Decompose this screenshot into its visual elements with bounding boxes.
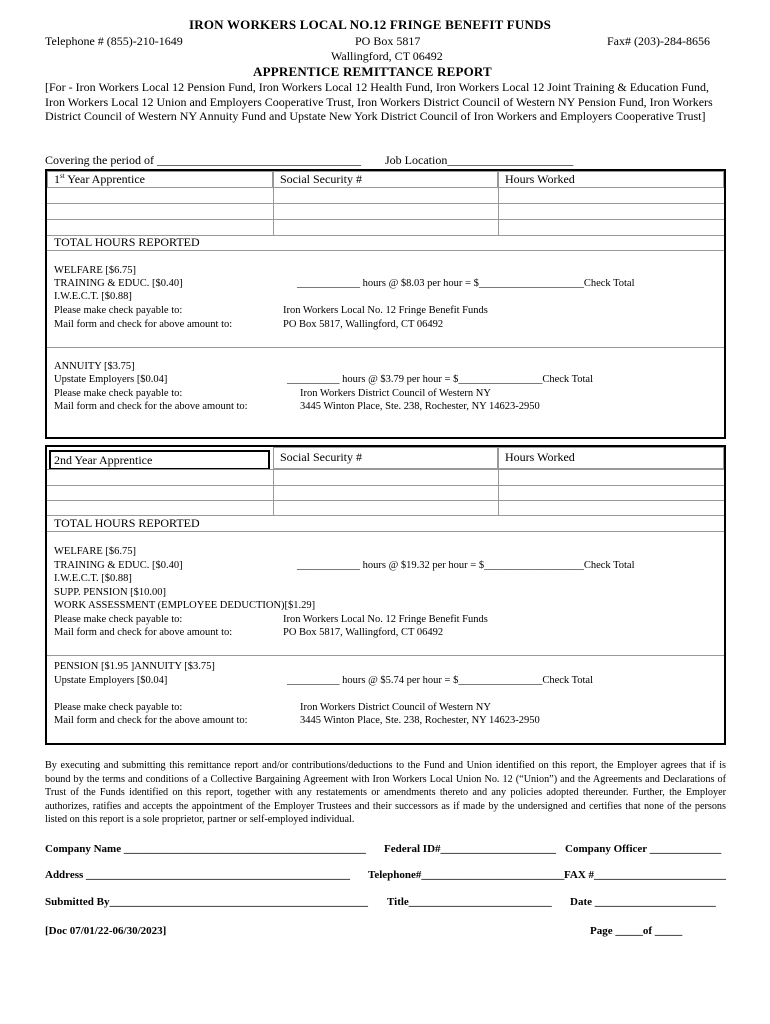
section1-payable-label-2: Please make check payable to:	[54, 388, 183, 399]
section1-annuity: ANNUITY [$3.75]	[54, 361, 135, 372]
section2-iwect: I.W.E.C.T. [$0.88]	[54, 573, 132, 584]
section2-payee-name-2: Iron Workers District Council of Western NY	[300, 702, 491, 713]
section1-total-label: TOTAL HOURS REPORTED	[54, 235, 200, 249]
section1-payable-label: Please make check payable to:	[54, 305, 183, 316]
section2-mail-label: Mail form and check for above amount to:	[54, 627, 233, 638]
section1-row-2[interactable]	[47, 204, 273, 219]
title-field[interactable]: Title__________________________	[387, 896, 552, 908]
telephone-text: Telephone # (855)-210-1649	[45, 34, 183, 48]
job-location-field[interactable]: Job Location_____________________	[385, 153, 574, 167]
section2-total-label: TOTAL HOURS REPORTED	[54, 516, 200, 530]
telephone-field[interactable]: Telephone#__________________________	[368, 869, 565, 881]
section2-ssn-header: Social Security #	[280, 450, 362, 464]
section1-hours-header: Hours Worked	[505, 172, 575, 186]
section1-apprentice-label: 1st Year Apprentice	[54, 172, 145, 186]
section1-welfare: WELFARE [$6.75]	[54, 265, 137, 276]
section2-mail-label-2: Mail form and check for the above amount to:	[54, 715, 248, 726]
city-text: Wallingford, CT 06492	[331, 49, 443, 63]
section2-rate-line[interactable]: ____________ hours @ $19.32 per hour = $___________________Check Total	[297, 560, 635, 571]
section2-upstate: Upstate Employers [$0.04]	[54, 675, 168, 686]
section1-rate-line-2[interactable]: __________ hours @ $3.79 per hour = $________________Check Total	[287, 374, 594, 385]
report-title: APPRENTICE REMITTANCE REPORT	[253, 64, 492, 79]
section1-payee-name: Iron Workers Local No. 12 Fringe Benefit Funds	[283, 305, 488, 316]
doc-reference: [Doc 07/01/22-06/30/2023]	[45, 925, 167, 937]
section2-rate-line-2[interactable]: __________ hours @ $5.74 per hour = $________________Check Total	[287, 675, 594, 686]
fund-title: IRON WORKERS LOCAL NO.12 FRINGE BENEFIT FUNDS	[189, 17, 552, 32]
covering-period-field[interactable]: Covering the period of __________________________________	[45, 153, 361, 167]
address-field[interactable]: Address ________________________________________________	[45, 869, 351, 881]
page-number-field[interactable]: Page _____of _____	[590, 925, 683, 937]
section1-training: TRAINING & EDUC. [$0.40]	[54, 278, 183, 289]
po-box-text: PO Box 5817	[355, 34, 421, 48]
date-field[interactable]: Date ______________________	[570, 896, 716, 908]
section1-payee-name-2: Iron Workers District Council of Western NY	[300, 388, 491, 399]
section2-training: TRAINING & EDUC. [$0.40]	[54, 560, 183, 571]
fax-field[interactable]: FAX #________________________	[564, 869, 727, 881]
section1-payee-address: PO Box 5817, Wallingford, CT 06492	[283, 319, 444, 330]
section2-apprentice-label: 2nd Year Apprentice	[54, 453, 153, 467]
section2-welfare: WELFARE [$6.75]	[54, 546, 137, 557]
section1-mail-label: Mail form and check for above amount to:	[54, 319, 233, 330]
section1-ssn-header: Social Security #	[280, 172, 362, 186]
section1-iwect: I.W.E.C.T. [$0.88]	[54, 291, 132, 302]
section1-rate-line[interactable]: ____________ hours @ $8.03 per hour = $____________________Check Total	[297, 278, 635, 289]
funds-note: [For - Iron Workers Local 12 Pension Fund, Iron Workers Local 12 Health Fund, Iron Workers Local 12 Joint Training & Education Fund, Iron Workers Local 12 Union and Employers Cooperative Trust, Iron Workers District Council of Western NY Pension Fund, Iron Workers District Council of Western NY Annuity Fund and Upstate New York District Council of Iron Workers and Employers Cooperative Trust]	[45, 80, 713, 124]
fax-text: Fax# (203)-284-8656	[607, 34, 710, 48]
section1-upstate: Upstate Employers [$0.04]	[54, 374, 168, 385]
section1-mail-label-2: Mail form and check for the above amount to:	[54, 401, 248, 412]
section2-row-1[interactable]	[47, 470, 273, 485]
section1-row-1[interactable]	[47, 188, 273, 203]
section2-payable-label: Please make check payable to:	[54, 614, 183, 625]
section2-row-2[interactable]	[47, 486, 273, 500]
section1-row-3[interactable]	[47, 220, 273, 235]
section2-work-assessment: WORK ASSESSMENT (EMPLOYEE DEDUCTION)[$1.29]	[54, 600, 316, 611]
section2-supp-pension: SUPP. PENSION [$10.00]	[54, 587, 167, 598]
submitted-by-field[interactable]: Submitted By_______________________________________________	[45, 896, 368, 908]
company-name-field[interactable]: Company Name ____________________________________________	[45, 843, 366, 855]
section2-row-3[interactable]	[47, 501, 273, 515]
section2-payable-label-2: Please make check payable to:	[54, 702, 183, 713]
section2-payee-name: Iron Workers Local No. 12 Fringe Benefit Funds	[283, 614, 488, 625]
section2-hours-header: Hours Worked	[505, 450, 575, 464]
federal-id-field[interactable]: Federal ID#_____________________	[384, 843, 557, 855]
section2-pension-annuity: PENSION [$1.95 ]ANNUITY [$3.75]	[54, 661, 215, 672]
employer-agreement-notice: By executing and submitting this remittance report and/or contributions/deductions to the Fund and Union identified on this report, the Employer agrees that if is bound by the terms and conditions of a Collective Bargaining Agreement with Iron Workers Local Union No. 12 (“Union”) and the Agreements and Declarations of Trust of the Funds identified on this report, together with any restatements or amendments thereto and any policies adopted thereunder. Further, the Employer authorizes, ratifies and accepts the appointment of the Employer Trustees and their successors as if made by the undersigned and certifies that none of the persons listed on this report is a sole proprietor, partner or self-employed individual.	[45, 760, 726, 826]
company-officer-field[interactable]: Company Officer _____________	[565, 843, 722, 855]
section2-payee-address-2: 3445 Winton Place, Ste. 238, Rochester, NY 14623-2950	[300, 715, 540, 726]
section2-payee-address: PO Box 5817, Wallingford, CT 06492	[283, 627, 444, 638]
section1-payee-address-2: 3445 Winton Place, Ste. 238, Rochester, NY 14623-2950	[300, 401, 540, 412]
